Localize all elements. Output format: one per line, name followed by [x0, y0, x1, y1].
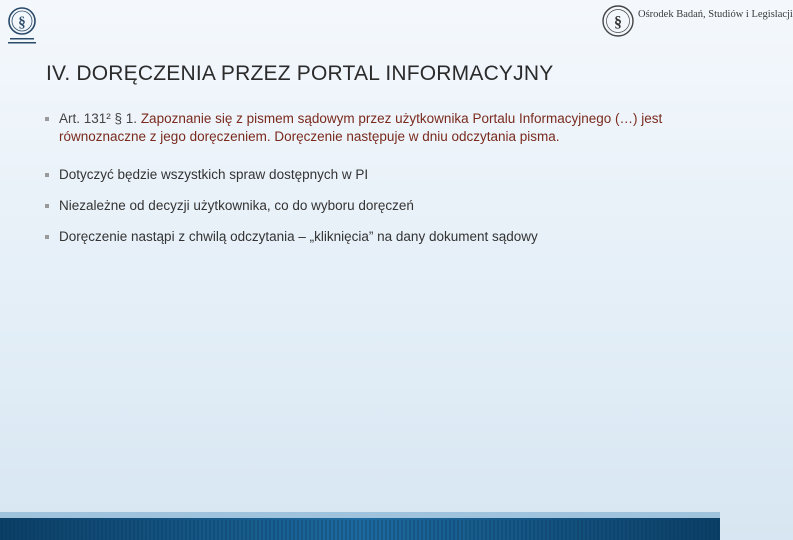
bullet-marker-icon [45, 235, 49, 239]
bullet-marker-icon [45, 173, 49, 177]
bullet-scope [44, 166, 694, 184]
bullet-independence [44, 197, 694, 215]
bullet-marker-icon [45, 204, 49, 208]
bullet-marker-icon [45, 117, 49, 121]
slide-title: IV. DORĘCZENIA PRZEZ PORTAL INFORMACYJNY [46, 62, 554, 85]
bullet-list [44, 110, 694, 246]
bottom-decorative-band [0, 512, 720, 540]
article-quote: Zapoznanie się z pismem sądowym przez użytkownika Portalu Informacyjnego (…) jest równoznaczne z jego doręczeniem. Doręczenie następuje w dniu odczytania pisma. [59, 111, 663, 144]
svg-text:§: § [614, 14, 622, 31]
osbil-emblem-logo [4, 5, 40, 47]
bullet-moment-of-delivery [44, 228, 694, 246]
bullet-art-131 [44, 110, 694, 146]
svg-text:§: § [18, 15, 26, 31]
bullet-text: Dotyczyć będzie wszystkich spraw dostępnych w PI [59, 167, 369, 182]
article-reference: Art. 131² § 1. [59, 111, 138, 126]
osbil-logo-wordmark: Ośrodek Badań, Studiów i Legislacji [638, 9, 793, 20]
bullet-text: Doręczenie nastąpi z chwilą odczytania – „kliknięcia” na dany dokument sądowy [59, 229, 538, 244]
bullet-text: Niezależne od decyzji użytkownika, co do wyboru doręczeń [59, 198, 414, 213]
